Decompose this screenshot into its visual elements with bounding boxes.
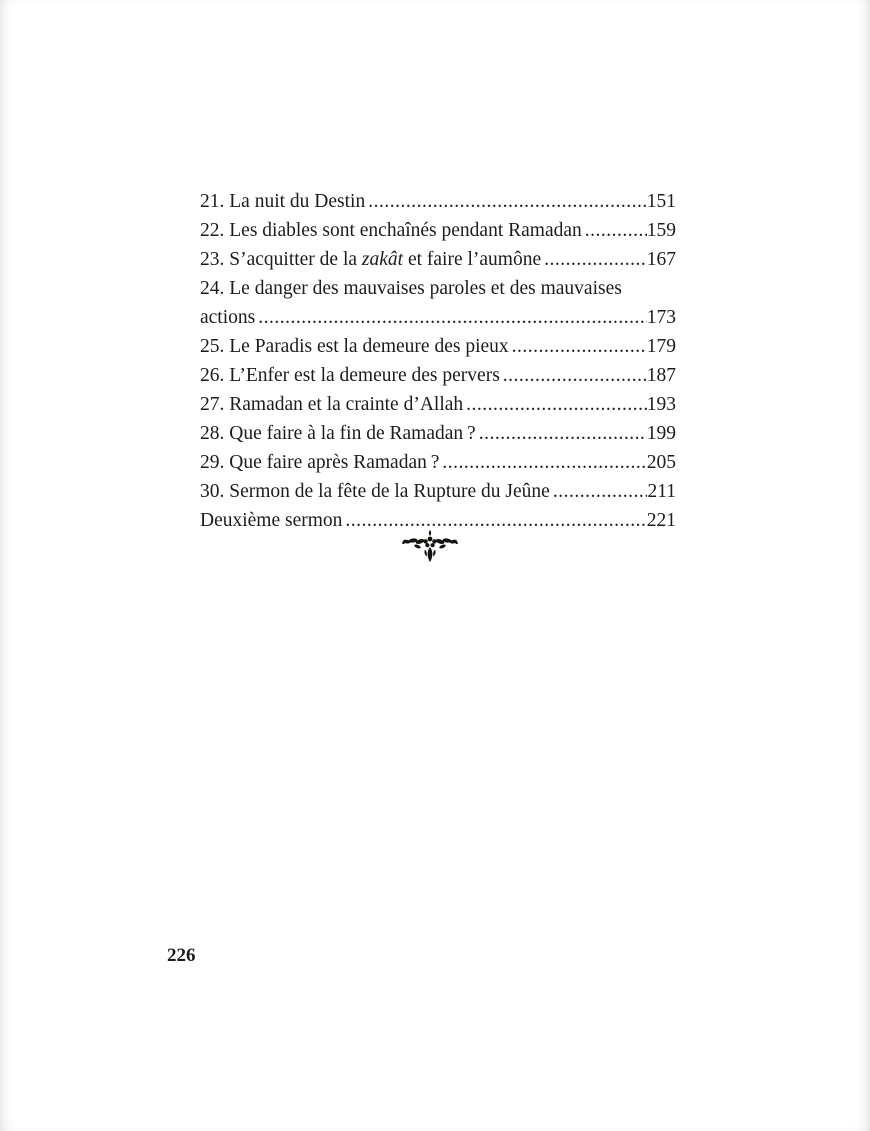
toc-entry bbox=[200, 187, 676, 216]
toc-entry bbox=[200, 245, 676, 274]
toc-entry-label-italic: zakât bbox=[361, 249, 404, 270]
toc-entry-label: actions bbox=[200, 307, 256, 328]
toc-entry-page: 179 bbox=[646, 336, 676, 357]
dot-leader bbox=[342, 506, 646, 535]
toc-entry-label: 24. Le danger des mauvaises paroles et des mauvaises bbox=[200, 278, 622, 299]
toc-entry-label: 26. L’Enfer est la demeure des pervers bbox=[200, 365, 500, 386]
dot-leader bbox=[439, 448, 646, 477]
toc-entry-label: 28. Que faire à la fin de Ramadan ? bbox=[200, 423, 476, 444]
toc-entry bbox=[200, 216, 676, 245]
toc-entry-page: 211 bbox=[647, 481, 676, 502]
dot-leader bbox=[582, 216, 647, 245]
toc-entry-wrapped-first-line bbox=[200, 274, 676, 303]
toc-entry-label: 25. Le Paradis est la demeure des pieux bbox=[200, 336, 509, 357]
toc-entry-page: 173 bbox=[646, 307, 676, 328]
toc-entry-label bbox=[200, 245, 541, 274]
page-number: 226 bbox=[167, 945, 196, 966]
dot-leader bbox=[541, 245, 647, 274]
dot-leader bbox=[476, 419, 647, 448]
dot-leader bbox=[365, 187, 647, 216]
toc-entry bbox=[200, 332, 676, 361]
toc-entry bbox=[200, 448, 676, 477]
dot-leader bbox=[500, 361, 647, 390]
toc-entry bbox=[200, 361, 676, 390]
toc-entry-page: 193 bbox=[646, 394, 676, 415]
toc-entry-label-pre: 23. S’acquitter de la bbox=[200, 249, 362, 270]
toc-entry-page: 205 bbox=[646, 452, 676, 473]
fleuron-icon bbox=[401, 529, 459, 565]
toc-entry-label: Deuxième sermon bbox=[200, 510, 343, 531]
toc-entry-page: 199 bbox=[646, 423, 676, 444]
toc-entry-page: 151 bbox=[646, 191, 676, 212]
toc-entry bbox=[200, 390, 676, 419]
toc-entry-label: 21. La nuit du Destin bbox=[200, 191, 366, 212]
toc-entry-page: 221 bbox=[646, 510, 676, 531]
dot-leader bbox=[463, 390, 647, 419]
toc-entry-wrapped-second-line bbox=[200, 303, 676, 332]
dot-leader bbox=[509, 332, 647, 361]
toc-entry-label: 22. Les diables sont enchaînés pendant Ramadan bbox=[200, 220, 582, 241]
dot-leader bbox=[550, 477, 648, 506]
dot-leader bbox=[255, 303, 647, 332]
toc-entry-label: 27. Ramadan et la crainte d’Allah bbox=[200, 394, 464, 415]
toc-entry-label-post: et faire l’aumône bbox=[403, 249, 542, 270]
toc-entry-label: 30. Sermon de la fête de la Rupture du Jeûne bbox=[200, 481, 550, 502]
toc-entry-page: 159 bbox=[646, 220, 676, 241]
toc-entry bbox=[200, 419, 676, 448]
toc-entry-page: 187 bbox=[646, 365, 676, 386]
toc-entry-page: 167 bbox=[646, 249, 676, 270]
toc-entry-label: 29. Que faire après Ramadan ? bbox=[200, 452, 440, 473]
toc-entry bbox=[200, 477, 676, 506]
floral-fleuron-ornament bbox=[401, 529, 459, 565]
table-of-contents bbox=[200, 187, 676, 535]
